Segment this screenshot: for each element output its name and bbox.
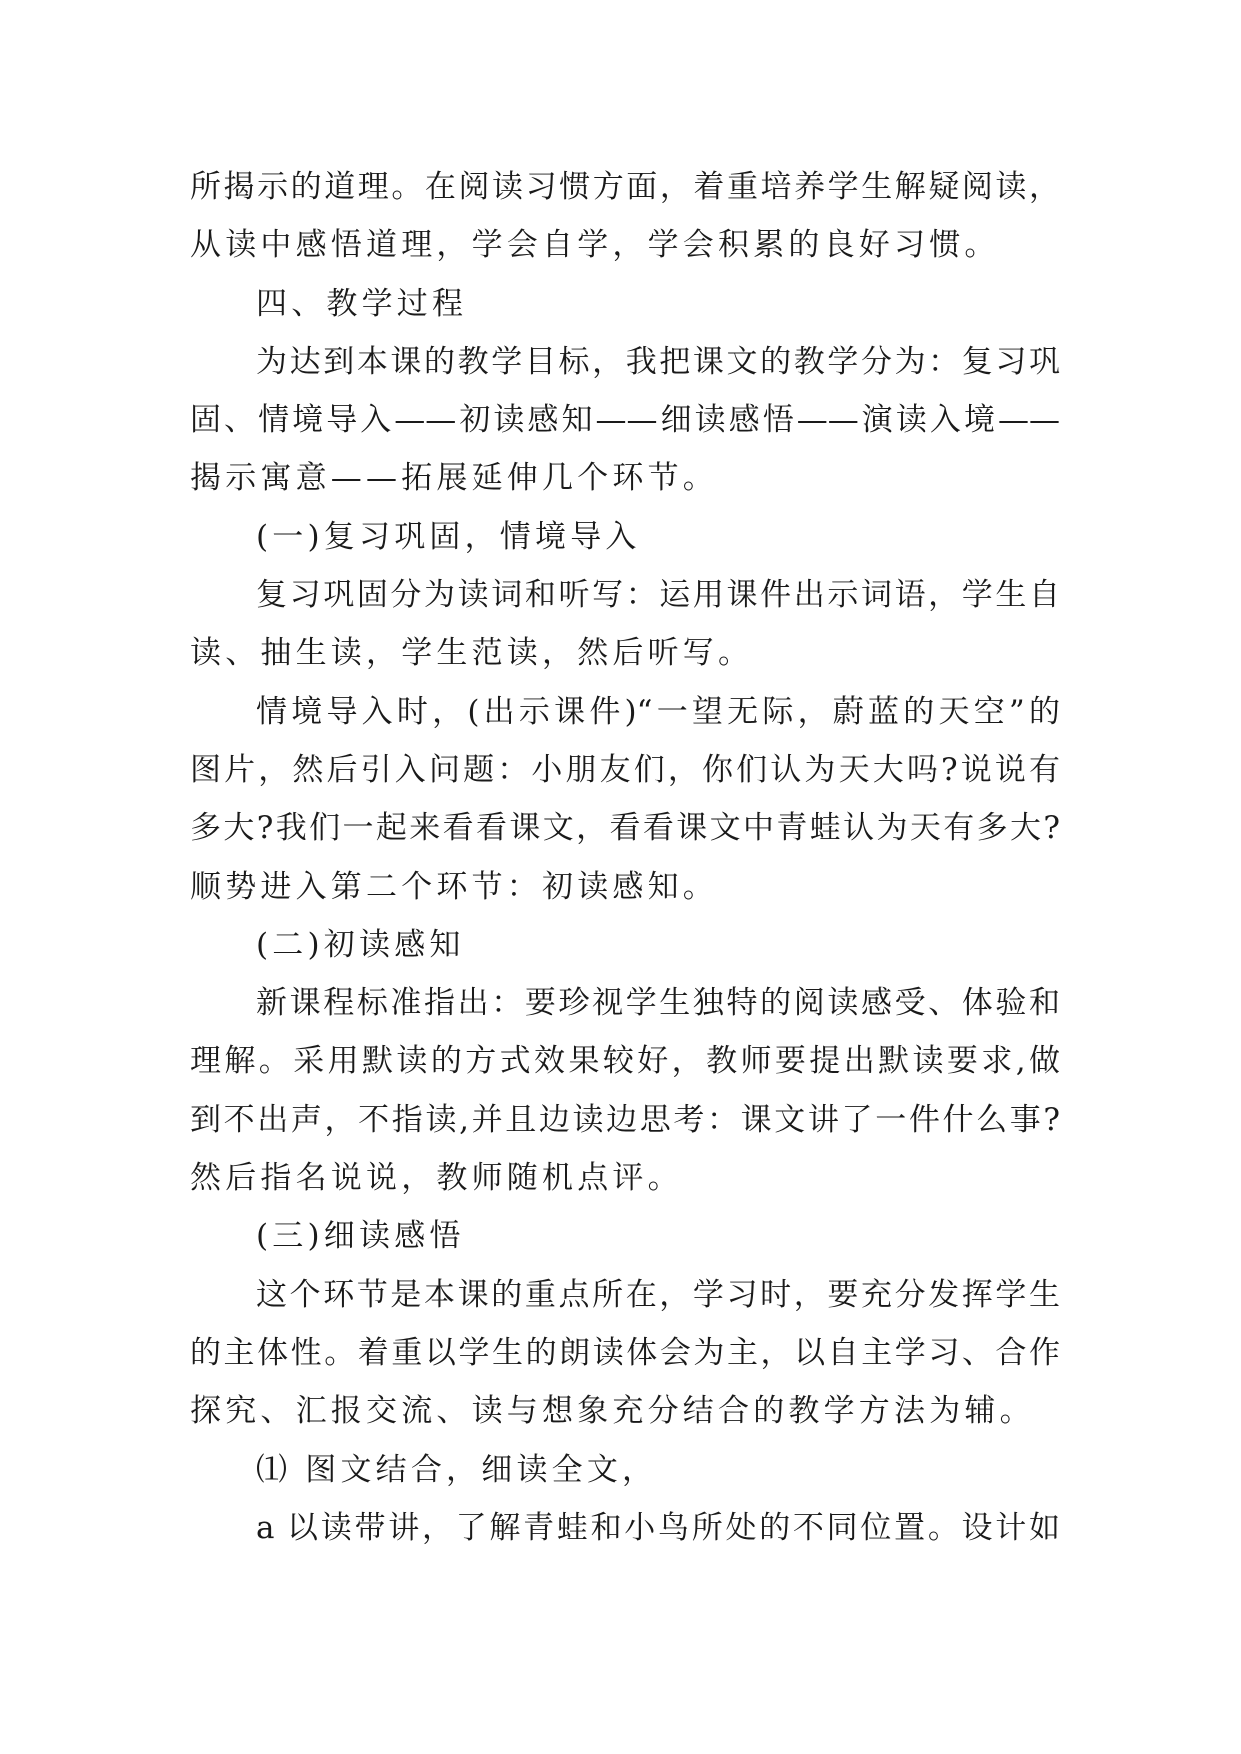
- text-line: 读、抽生读，学生范读，然后听写。: [190, 635, 754, 672]
- text-line: 揭示寓意——拓展延伸几个环节。: [190, 460, 718, 497]
- text-line: 理解。采用默读的方式效果较好，教师要提出默读要求,做: [190, 1043, 1060, 1080]
- text-line: 然后指名说说，教师随机点评。: [190, 1160, 683, 1197]
- text-line: 所揭示的道理。在阅读习惯方面，着重培养学生解疑阅读，: [190, 169, 1060, 205]
- text-line: 到不出声，不指读,并且边读边思考：课文讲了一件什么事?: [190, 1101, 1060, 1138]
- document-body: [190, 158, 1060, 1557]
- text-line: 顺势进入第二个环节：初读感知。: [190, 868, 718, 905]
- text-line: (一)复习巩固，情境导入: [256, 518, 641, 555]
- text-line: 探究、汇报交流、读与想象充分结合的教学方法为辅。: [190, 1393, 1035, 1430]
- text-line: 复习巩固分为读词和听写：运用课件出示词语，学生自: [256, 577, 1060, 614]
- text-line: 固、情境导入——初读感知——细读感悟——演读入境——: [190, 402, 1060, 439]
- text-line: ⑴ 图文结合，细读全文，: [256, 1451, 658, 1488]
- text-line: 从读中感悟道理，学会自学，学会积累的良好习惯。: [190, 227, 1000, 264]
- text-line: 的主体性。着重以学生的朗读体会为主，以自主学习、合作: [190, 1334, 1060, 1371]
- text-line: 这个环节是本课的重点所在，学习时，要充分发挥学生: [256, 1276, 1060, 1313]
- text-line: 多大?我们一起来看看课文，看看课文中青蛙认为天有多大?: [190, 810, 1060, 847]
- text-line: 情境导入时，(出示课件)“一望无际，蔚蓝的天空”的: [256, 693, 1060, 730]
- text-line: 图片，然后引入问题：小朋友们，你们认为天大吗?说说有: [190, 751, 1060, 788]
- text-line: 四、教学过程: [256, 285, 468, 322]
- text-line: 为达到本课的教学目标，我把课文的教学分为：复习巩: [256, 343, 1060, 380]
- text-line: (三)细读感悟: [256, 1218, 465, 1255]
- text-line: (二)初读感知: [256, 926, 465, 963]
- text-line: 新课程标准指出：要珍视学生独特的阅读感受、体验和: [256, 985, 1060, 1022]
- text-line: a 以读带讲，了解青蛙和小鸟所处的不同位置。设计如: [256, 1509, 1060, 1546]
